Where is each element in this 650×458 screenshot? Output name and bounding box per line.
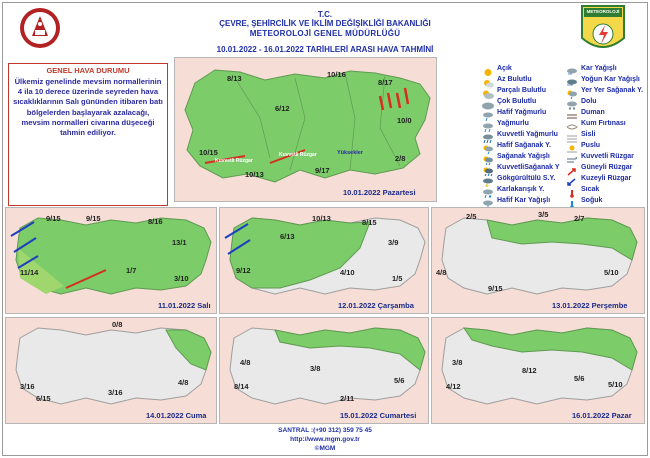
legend-label: Kuvvetli Rüzgar [581,153,634,160]
legend-item [482,96,536,107]
temp-label: 4/8 [178,378,189,387]
north-wind-arrow-icon [566,174,578,183]
temp-label: 8/15 [362,218,377,227]
temp-label: 6/15 [36,394,51,403]
ministry-logo [18,6,62,50]
legend-item [566,184,599,195]
turkey-map-monday [175,58,438,203]
legend-item [566,140,600,151]
temp-label: 5/6 [574,374,585,383]
legend-label: Kuzeyli Rüzgar [581,175,632,182]
legend-label: Parçalı Bulutlu [497,87,547,94]
wind-label: Kuvvetli Rüzgar [279,152,317,158]
legend-item [566,195,602,206]
temp-label: 9/17 [315,166,330,175]
temp-label: 3/10 [174,274,189,283]
turkey-map-tuesday [6,208,218,315]
temp-label: 4/8 [436,268,447,277]
temp-label: 10/13 [312,214,331,223]
legend-label: Soğuk [581,197,603,204]
legend-item [482,107,546,118]
temp-label: 10/13 [245,170,264,179]
temp-label: 2/7 [574,214,585,223]
footer-copyright: ©MGM [314,445,336,452]
header-forecast-title: 10.01.2022 - 16.01.2022 TARİHLERİ ARASI HAVA TAHMİNİ [216,45,434,54]
temp-label: 10/15 [199,148,218,157]
light-rain-icon [482,108,494,117]
map-date-friday: 14.01.2022 Cuma [146,411,207,420]
legend-item [482,74,532,85]
mgm-logo [578,4,628,56]
legend-label: Yağmurlu [497,120,529,127]
temp-label: 10/0 [397,116,412,125]
map-date-saturday: 15.01.2022 Cumartesi [340,411,417,420]
legend-item [566,96,597,107]
legend-label: Hafif Yağmurlu [497,109,547,116]
sleet-icon [482,185,494,194]
footer-phone: SANTRAL :(+90 312) 359 75 45 [278,427,372,434]
legend-item [482,118,529,129]
shower-icon [482,152,494,161]
temp-label: 4/12 [446,382,461,391]
cold-icon [566,196,578,205]
legend-item [482,85,546,96]
heavy-rain-icon [482,130,494,139]
smoke-icon [566,108,578,117]
mgm-logo-text: METEOROLOJİ [586,9,620,14]
map-panel-monday [174,57,437,202]
legend-label: Duman [581,109,605,116]
legend-item [566,173,631,184]
legend-label: Karlakarışık Y. [497,186,545,193]
legend-item [482,184,544,195]
legend-item [482,195,550,206]
temp-label: 2/5 [466,212,477,221]
temp-label: 9/15 [46,214,61,223]
temp-label: 8/14 [234,382,249,391]
light-shower-icon [482,141,494,150]
light-snow-icon [482,196,494,205]
temp-label: 8/17 [378,78,393,87]
temp-label: 3/8 [310,364,321,373]
temp-label: 8/16 [148,217,163,226]
legend-label: Hafif Sağanak Y. [497,142,551,149]
haze-icon [566,141,578,150]
footer-website[interactable]: http://www.mgm.gov.tr [290,436,360,443]
map-date-sunday: 16.01.2022 Pazar [572,411,632,420]
legend-item [566,85,643,96]
temp-label: 6/13 [280,232,295,241]
region-label: Yüksekler [337,150,363,156]
temp-label: 8/12 [522,366,537,375]
legend-item [566,107,605,118]
legend-item [482,151,550,162]
temp-label: 11/14 [20,268,39,277]
turkey-map-wednesday [220,208,430,315]
legend-label: KuvvetliSağanak Y [497,164,560,171]
map-date-wednesday: 12.01.2022 Çarşamba [338,301,414,310]
legend-label: Sıcak [581,186,600,193]
turkey-map-saturday [220,318,430,425]
sun-cloud-icon [482,75,494,84]
general-weather-box [8,63,168,206]
temp-label: 1/7 [126,266,137,275]
temp-label: 5/6 [394,376,405,385]
map-date-tuesday: 11.01.2022 Salı [158,301,211,310]
legend-item [566,63,617,77]
general-weather-text: Ülkemiz genelinde mevsim normallerinin 4 ila 10 derece üzerinde seyreden hava sıcaklıklarının Salı gününden itibaren batı bölgelerden başlayarak azalacağı, mevsim normalleri civarına düşeceği tahmin ediliyor. [13,77,163,138]
legend-label: Dolu [581,98,597,105]
legend-label: Yer Yer Sağanak Y. [581,87,644,94]
temp-label: 9/15 [86,214,101,223]
temp-label: 9/12 [236,266,251,275]
map-panel-wednesday [219,207,429,314]
temp-label: 8/13 [227,74,242,83]
thunderstorm-icon [482,174,494,183]
temp-label: 10/16 [327,70,346,79]
sun-icon [482,64,494,73]
turkey-map-friday [6,318,218,425]
temp-label: 13/1 [172,238,187,247]
temp-label: 2/11 [340,394,355,403]
legend-item [482,63,512,74]
temp-label: 3/16 [108,388,123,397]
legend-label: Açık [497,65,512,72]
general-weather-title: GENEL HAVA DURUMU [46,66,130,75]
header-tc: T.C. [317,10,333,19]
fog-icon [566,130,578,139]
temp-label: 2/8 [395,154,406,163]
temp-label: 3/16 [20,382,35,391]
heavy-shower-icon [482,163,494,172]
map-panel-friday [5,317,217,424]
temp-label: 6/12 [275,104,290,113]
legend-label: Çok Bulutlu [497,98,537,105]
legend-label: Az Bulutlu [497,76,532,83]
sandstorm-icon [566,119,578,128]
temp-label: 3/9 [388,238,399,247]
heavy-snow-icon [566,75,578,88]
svg-text:**: ** [568,73,572,77]
hail-icon [566,97,578,106]
snow-icon [566,64,578,77]
legend-label: Sağanak Yağışlı [497,153,550,160]
legend-item [566,74,640,88]
scattered-shower-icon [566,86,578,95]
map-panel-thursday [431,207,645,314]
map-panel-tuesday [5,207,217,314]
temp-label: 1/5 [392,274,403,283]
south-wind-arrow-icon [566,163,578,172]
temp-label: 5/10 [608,380,623,389]
turkey-map-thursday [432,208,646,315]
temp-label: 3/8 [452,358,463,367]
legend-label: Kum Fırtınası [581,120,626,127]
legend-item [482,162,560,173]
legend-label: Yoğun Kar Yağışlı [581,76,640,83]
legend-label: Güneyli Rüzgar [581,164,633,171]
legend-item [566,162,632,173]
legend-label: Kar Yağışlı [581,65,617,72]
legend-item [566,151,634,162]
legend-item [566,118,626,129]
legend-label: Sisli [581,131,596,138]
temp-label: 4/10 [340,268,355,277]
map-panel-saturday [219,317,429,424]
legend-item [566,129,595,140]
legend-label: Kuvvetli Yağmurlu [497,131,558,138]
temp-label: 9/15 [488,284,503,293]
temp-label: 5/10 [604,268,619,277]
strong-wind-icon [566,152,578,161]
temp-label: 4/8 [240,358,251,367]
cloud-icon [482,97,494,106]
hot-icon [566,185,578,194]
partly-cloudy-icon [482,86,494,95]
temp-label: 3/5 [538,210,549,219]
legend [482,63,642,205]
wind-label: Kuvvetli Rüzgar [215,158,253,164]
map-date-monday: 10.01.2022 Pazartesi [343,188,416,197]
rain-icon [482,119,494,128]
legend-item [482,173,555,184]
svg-text:***: *** [567,84,573,88]
header-directorate: METEOROLOJİ GENEL MÜDÜRLÜĞÜ [249,29,401,38]
header-ministry: ÇEVRE, ŞEHİRCİLİK VE İKLİM DEĞİŞİKLİĞİ BAKANLIĞI [219,19,431,28]
legend-label: Hafif Kar Yağışlı [497,197,551,204]
legend-item [482,129,558,140]
temp-label: 0/8 [112,320,123,329]
legend-label: Puslu [581,142,601,149]
map-date-thursday: 13.01.2022 Perşembe [552,301,628,310]
turkey-map-sunday [432,318,646,425]
legend-label: Gökgürültülü S.Y. [497,175,556,182]
legend-item [482,140,551,151]
map-panel-sunday [431,317,645,424]
